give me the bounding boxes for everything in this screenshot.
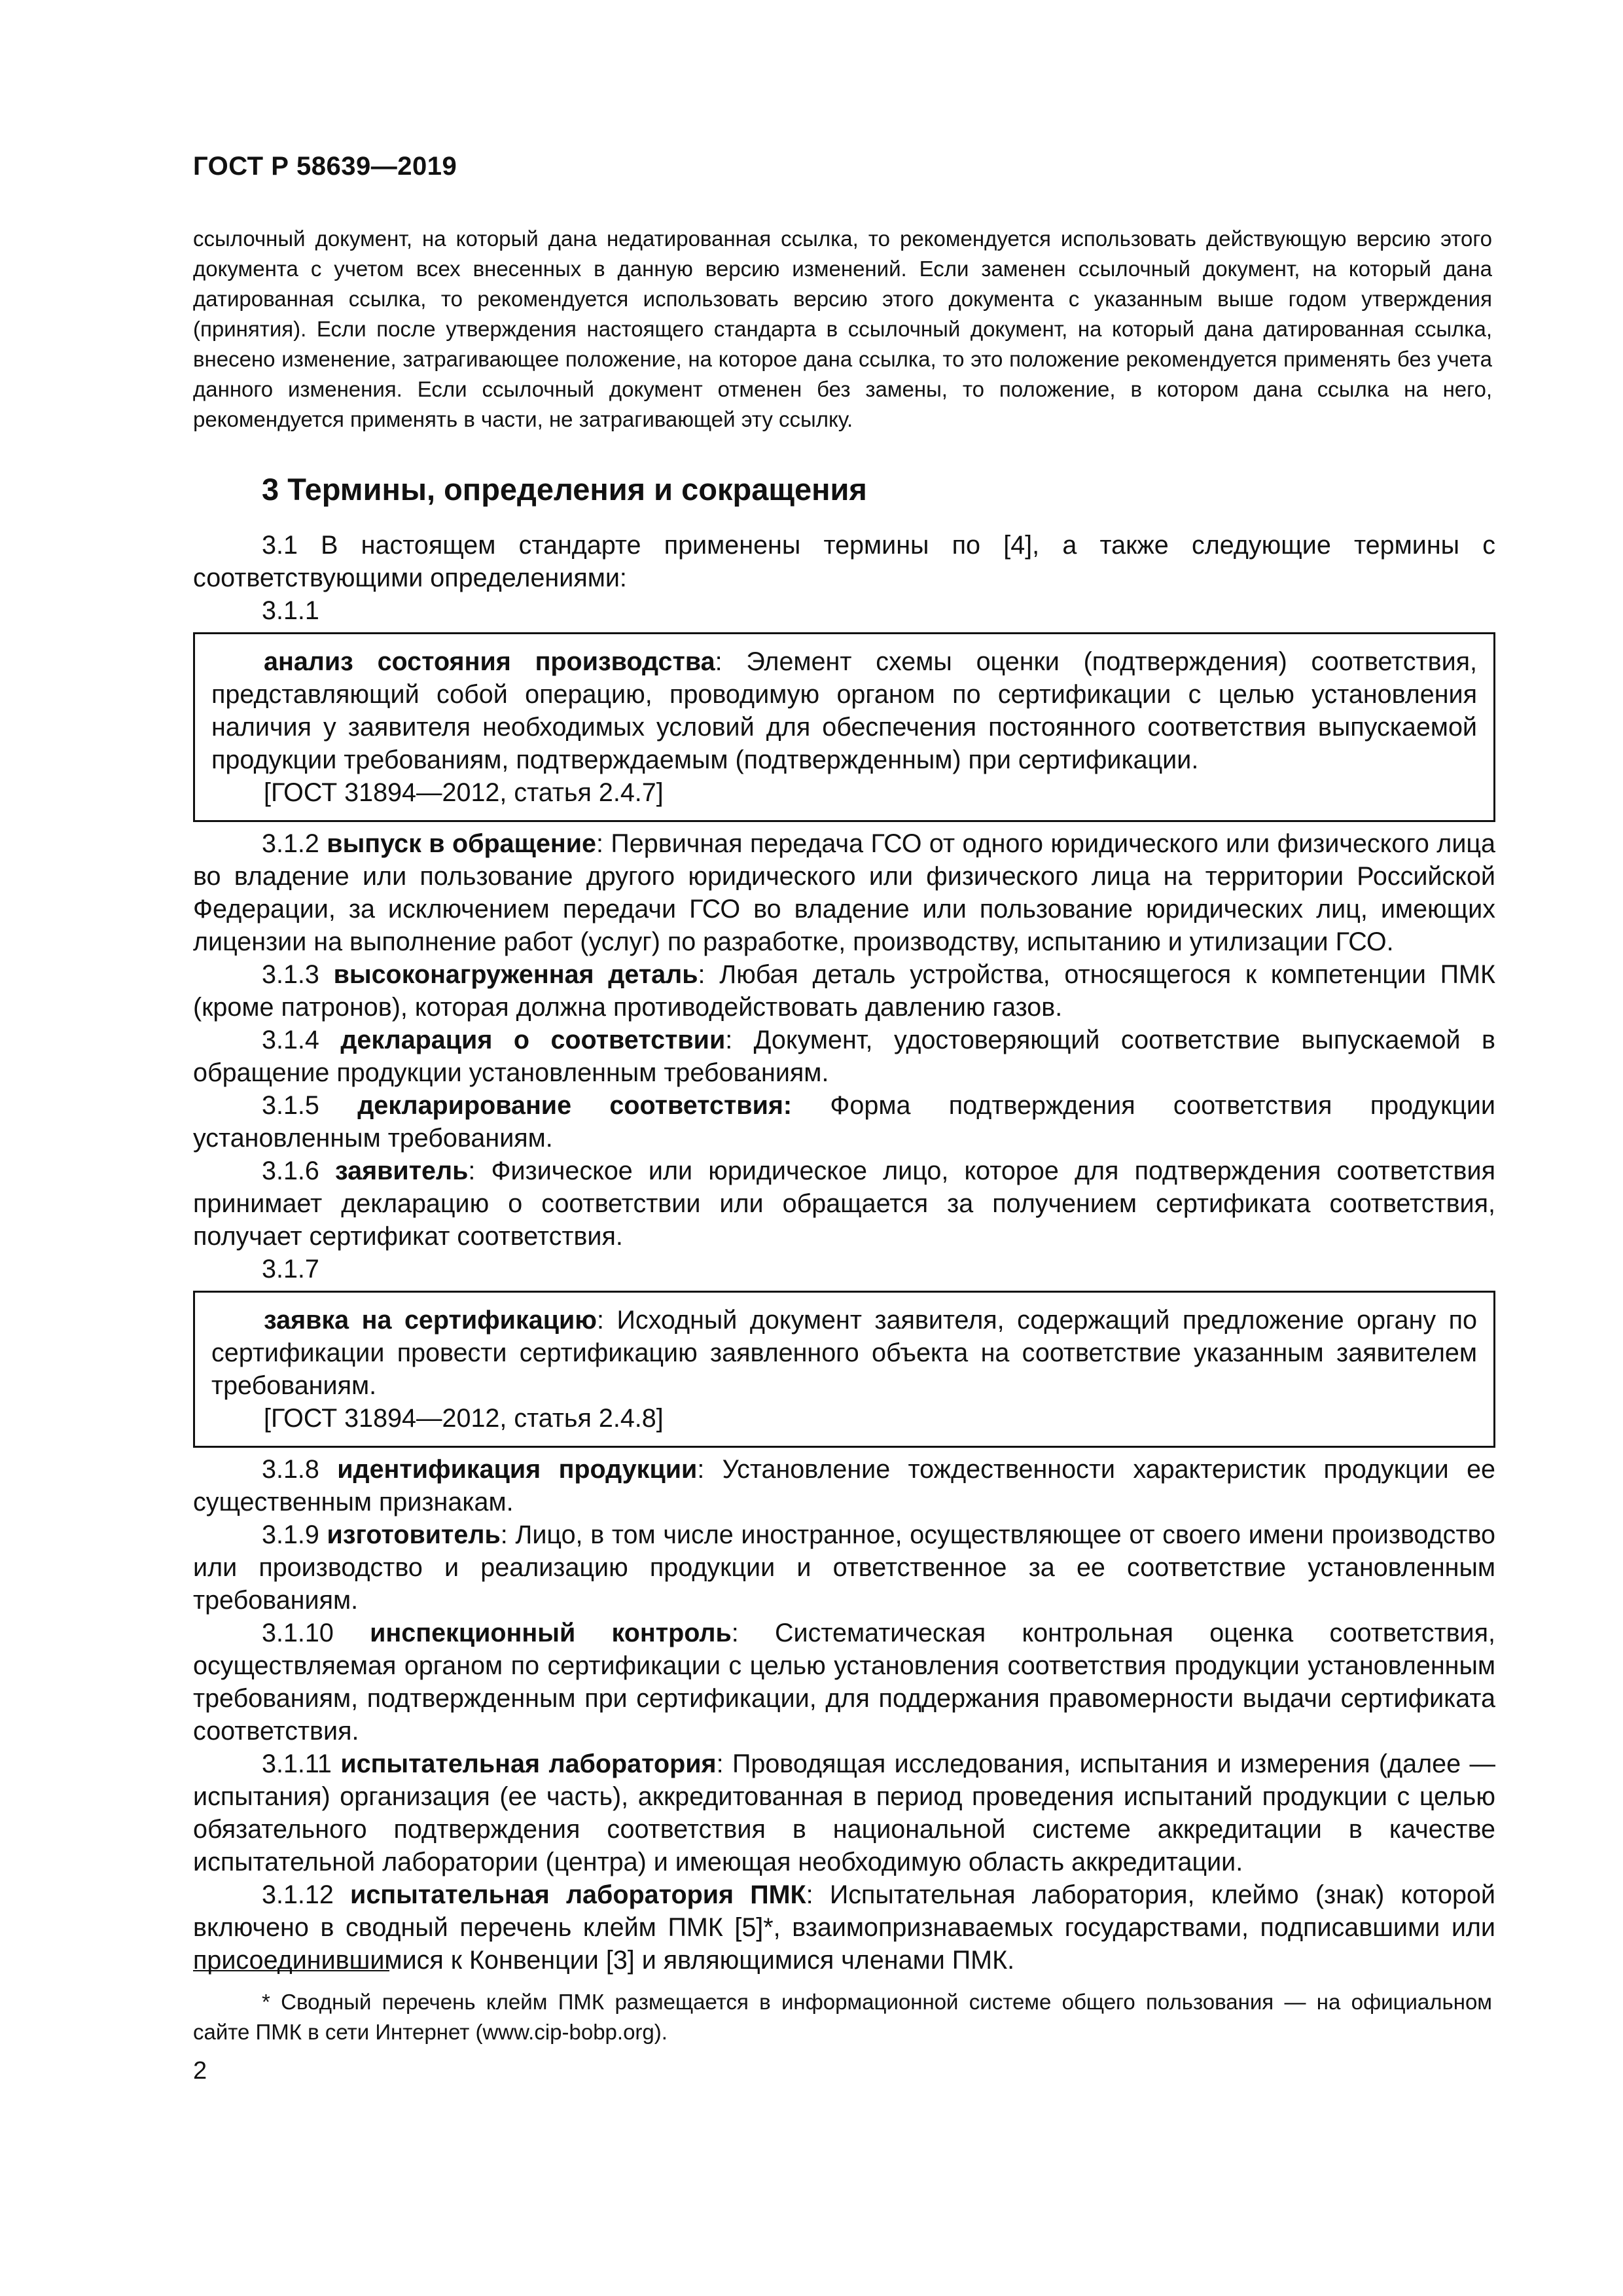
document-body: [193, 529, 1495, 1977]
term-3-1-5: [193, 1089, 1495, 1155]
term-number: 3.1.6: [262, 1157, 319, 1185]
section-title: 3 Термины, определения и сокращения: [262, 472, 867, 507]
term-3-1-3: [193, 958, 1495, 1024]
term-source: [ГОСТ 31894—2012, статья 2.4.7]: [264, 778, 664, 807]
term-3-1-10: [193, 1617, 1495, 1748]
page-number: 2: [193, 2057, 207, 2085]
term-3-1-8: [193, 1453, 1495, 1518]
term-definition: : Исходный документ заявителя, содержащий предложение органу по сертификации провести сертификацию заявленного объекта на соответствие указанным заявителем требованиям.: [211, 1306, 1478, 1400]
term-name: декларирование соответствия:: [357, 1091, 793, 1120]
term-name: выпуск в обращение: [327, 829, 597, 858]
term-number: 3.1.9: [262, 1520, 319, 1549]
term-definition: : Установление тождественности характеристик продукции ее существенным признакам.: [193, 1455, 1496, 1516]
intro-paragraph: ссылочный документ, на который дана недатированная ссылка, то рекомендуется использовать действующую версию этого документа с учетом всех внесенных в данную версию изменений. Если заменен ссылочный документ, на который дана датированная ссылка, то рекомендуется использовать версию этого документа с указанным выше годом утверждения (принятия). Если после утверждения настоящего стандарта в ссылочный документ, на который дана датированная ссылка, внесено изменение, затрагивающее положение, на которое дана ссылка, то это положение рекомендуется применять без учета данного изменения. Если ссылочный документ отменен без замены, то положение, в котором дана ссылка на него, рекомендуется применять в части, не затрагивающей эту ссылку.: [193, 226, 1492, 431]
term-definition: : Элемент схемы оценки (подтверждения) соответствия, представляющий собой операцию, проводимую органом по сертификации с целью установления наличия у заявителя необходимых условий для обеспечения постоянного соответствия выпускаемой продукции требованиям, подтверждаемым (подтвержденным) при сертификации.: [211, 647, 1477, 774]
term-3-1-6: [193, 1155, 1495, 1253]
term-name: испытательная лаборатория ПМК: [350, 1880, 806, 1909]
term-box-3-1-1: [193, 632, 1495, 822]
footnote-divider: [193, 1970, 389, 1971]
term-source: [ГОСТ 31894—2012, статья 2.4.8]: [264, 1404, 664, 1433]
term-number: 3.1.12: [262, 1880, 334, 1909]
term-3-1-12: [193, 1878, 1495, 1977]
term-number-3-1-1: 3.1.1: [262, 596, 319, 625]
term-definition: : Любая деталь устройства, относящегося к компетенции ПМК (кроме патронов), которая должна противодействовать давлению газов.: [193, 960, 1495, 1022]
term-3-1-2: [193, 827, 1495, 958]
term-definition: : Первичная передача ГСО от одного юридического или физического лица во владение или пользование другого юридического или физического лица на территории Российской Федерации, за исключением передачи ГСО во владение или пользование юридических лиц, имеющих лицензии на выполнение работ (услуг) по разработке, производству, испытанию и утилизации ГСО.: [193, 829, 1495, 956]
term-number: 3.1.8: [262, 1455, 319, 1484]
term-box-3-1-7: [193, 1291, 1495, 1448]
term-3-1-11: [193, 1748, 1495, 1878]
term-name: анализ состояния производства: [264, 647, 715, 676]
paragraph-3-1: 3.1 В настоящем стандарте применены термины по [4], а также следующие термины с соответствующими определениями:: [193, 531, 1495, 592]
term-definition: : Документ, удостоверяющий соответствие выпускаемой в обращение продукции установленным требованиям.: [193, 1026, 1495, 1087]
term-name: заявка на сертификацию: [264, 1306, 597, 1335]
term-number: 3.1.5: [262, 1091, 319, 1120]
term-name: инспекционный контроль: [370, 1619, 732, 1647]
term-definition: : Проводящая исследования, испытания и измерения (далее — испытания) организация (ее часть), аккредитованная в период проведения испытаний продукции с целью обязательного подтверждения соответствия в национальной системе аккредитации в качестве испытательной лаборатории (центра) и имеющая необходимую область аккредитации.: [193, 1749, 1495, 1876]
term-number: 3.1.2: [262, 829, 319, 858]
term-number: 3.1.10: [262, 1619, 334, 1647]
term-3-1-9: [193, 1518, 1495, 1617]
term-number: 3.1.3: [262, 960, 319, 989]
term-definition: : Испытательная лаборатория, клеймо (знак) которой включено в сводный перечень клейм ПМК [5]*, взаимопризнаваемых государствами, подписавшими или присоединившимися к Конвенции [3] и являющимися членами ПМК.: [193, 1880, 1495, 1975]
term-3-1-4: [193, 1024, 1495, 1089]
term-definition: : Систематическая контрольная оценка соответствия, осуществляемая органом по сертификации с целью установления соответствия продукции установленным требованиям, подтвержденным при сертификации, для поддержания правомерности выдачи сертификата соответствия.: [193, 1619, 1495, 1746]
term-name: декларация о соответствии: [340, 1026, 726, 1054]
term-name: изготовитель: [327, 1520, 501, 1549]
document-header: ГОСТ Р 58639—2019: [193, 152, 457, 181]
term-name: заявитель: [335, 1157, 469, 1185]
term-number: 3.1.11: [262, 1749, 332, 1778]
term-number-3-1-7: 3.1.7: [262, 1255, 319, 1283]
term-name: испытательная лаборатория: [340, 1749, 717, 1778]
term-definition: : Лицо, в том числе иностранное, осуществляющее от своего имени производство или производство и реализацию продукции и ответственное за ее соответствие установленным требованиям.: [193, 1520, 1495, 1615]
footnote: * Сводный перечень клейм ПМК размещается в информационной системе общего пользования — на официальном сайте ПМК в сети Интернет (www.cip-bobp.org).: [193, 1990, 1492, 2044]
term-number: 3.1.4: [262, 1026, 319, 1054]
term-name: идентификация продукции: [337, 1455, 698, 1484]
term-name: высоконагруженная деталь: [333, 960, 698, 989]
term-definition: : Физическое или юридическое лицо, которое для подтверждения соответствия принимает декларацию о соответствии или обращается за получением сертификата соответствия, получает сертификат соответствия.: [193, 1157, 1495, 1251]
term-definition: Форма подтверждения соответствия продукции установленным требованиям.: [193, 1091, 1495, 1153]
